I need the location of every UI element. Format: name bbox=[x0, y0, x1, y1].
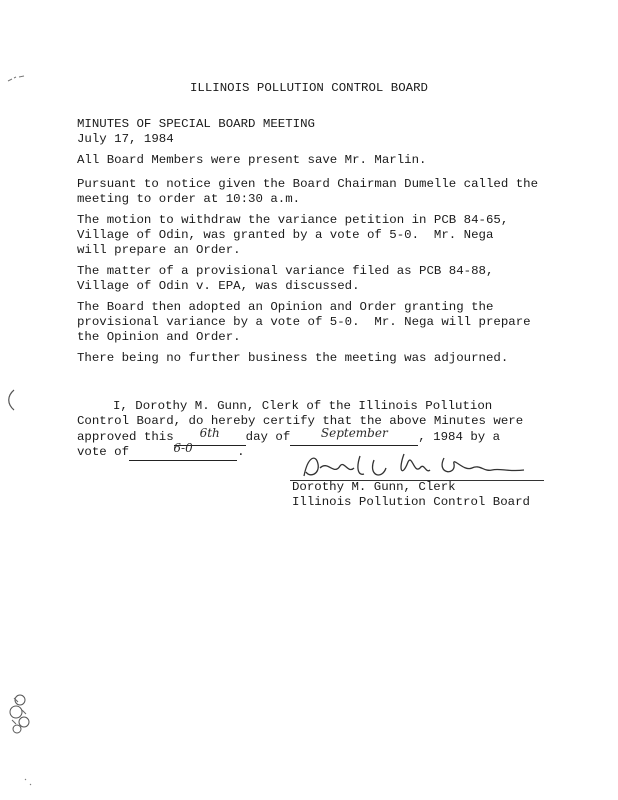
opinion-order-line: The Board then adopted an Opinion and Order granting the bbox=[77, 300, 494, 314]
call-to-order-line: meeting to order at 10:30 a.m. bbox=[77, 192, 301, 206]
approved-this-text: approved this bbox=[77, 430, 174, 444]
vote-of-text: vote of bbox=[77, 445, 130, 459]
call-to-order-line: Pursuant to notice given the Board Chairman Dumelle called the bbox=[77, 177, 539, 191]
day-of-text: day of bbox=[245, 430, 291, 444]
certification-vote-line bbox=[77, 441, 245, 461]
vote-blank bbox=[129, 441, 237, 461]
scan-mark-top-left bbox=[6, 74, 30, 84]
signatory-name: Dorothy M. Gunn, Clerk bbox=[292, 480, 456, 494]
meeting-date: July 17, 1984 bbox=[77, 132, 174, 146]
minutes-heading: MINUTES OF SPECIAL BOARD MEETING bbox=[77, 117, 315, 131]
motion-paragraph-line: will prepare an Order. bbox=[77, 243, 241, 257]
seal-stamp-fragment bbox=[4, 690, 38, 736]
month-blank bbox=[290, 426, 418, 446]
signatory-organization: Illinois Pollution Control Board bbox=[292, 495, 530, 509]
certification-line: Control Board, do hereby certify that the above Minutes were bbox=[77, 414, 524, 428]
month-handwritten: September bbox=[320, 426, 388, 440]
provisional-variance-line: The matter of a provisional variance filed as PCB 84-88, bbox=[77, 264, 494, 278]
day-handwritten: 6th bbox=[199, 426, 220, 440]
vote-period: . bbox=[237, 445, 245, 459]
adjournment-paragraph: There being no further business the meeting was adjourned. bbox=[77, 351, 509, 365]
scan-mark-left-bracket bbox=[4, 388, 18, 414]
provisional-variance-line: Village of Odin v. EPA, was discussed. bbox=[77, 279, 360, 293]
opinion-order-line: provisional variance by a vote of 5-0. Mr. Nega will prepare bbox=[77, 315, 531, 329]
attendance-paragraph: All Board Members were present save Mr. Marlin. bbox=[77, 153, 427, 167]
document-title: ILLINOIS POLLUTION CONTROL BOARD bbox=[190, 81, 428, 95]
year-text: , 1984 by a bbox=[418, 430, 501, 444]
opinion-order-line: the Opinion and Order. bbox=[77, 330, 241, 344]
scan-mark-bottom-left bbox=[22, 776, 42, 790]
vote-handwritten: 6-0 bbox=[173, 441, 193, 455]
motion-paragraph-line: The motion to withdraw the variance petition in PCB 84-65, bbox=[77, 213, 509, 227]
certification-line: I, Dorothy M. Gunn, Clerk of the Illinois Pollution bbox=[113, 399, 493, 413]
motion-paragraph-line: Village of Odin, was granted by a vote of 5-0. Mr. Nega bbox=[77, 228, 494, 242]
